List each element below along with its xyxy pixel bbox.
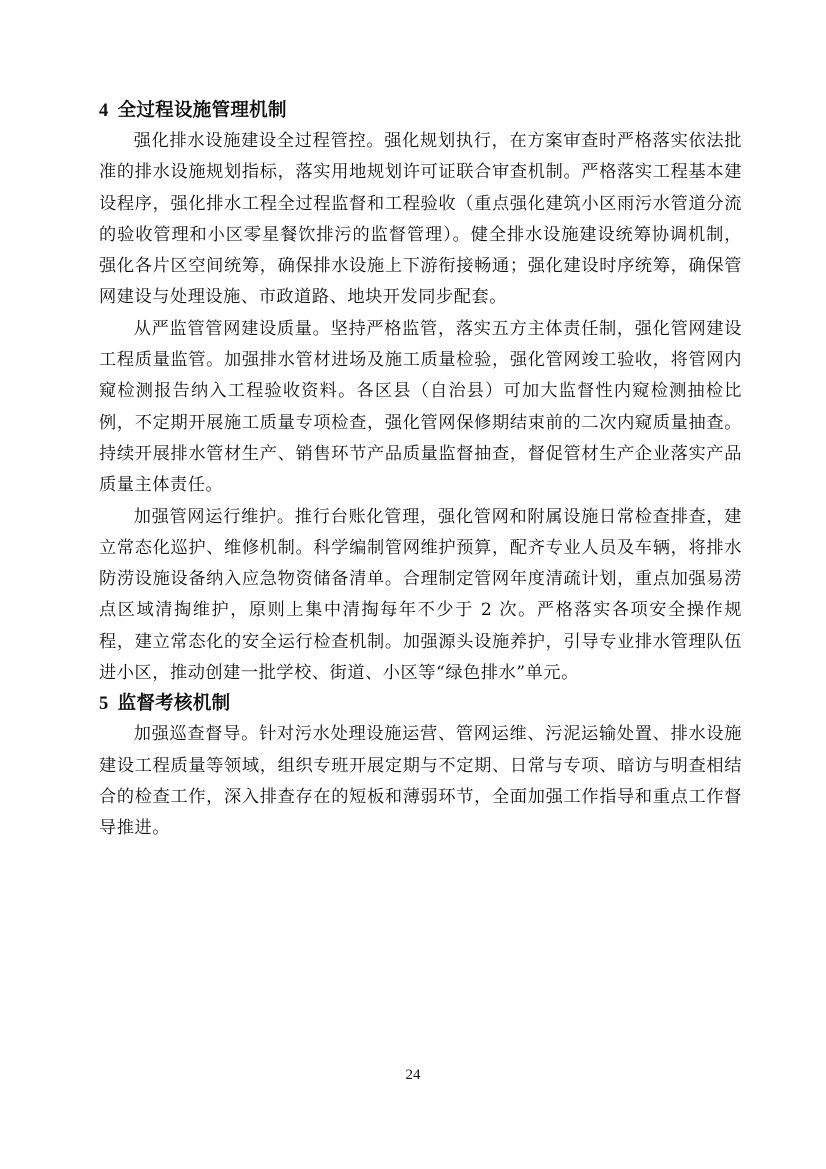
paragraph bbox=[99, 502, 742, 690]
section-title: 监督考核机制 bbox=[117, 693, 231, 715]
section-number: 5 bbox=[99, 694, 109, 715]
paragraph bbox=[99, 314, 742, 502]
paragraph-body: 强化规划执行，在方案审查时严格落实依法批准的排水设施规划指标，落实用地规划许可证联合审查机制。严格落实工程基本建设程序，强化排水工程全过程监督和工程验收（重点强化建筑小区雨污水管道分流的验收管理和小区零星餐饮排污的监督管理）。健全排水设施建设统筹协调机制，强化各片区空间统筹，确保排水设施上下游衔接畅通；强化建设时序统筹，确保管网建设与处理设施、市政道路、地块开发同步配套。 bbox=[99, 131, 742, 308]
paragraph-body: 针对污水处理设施运营、管网运维、污泥运输处置、排水设施建设工程质量等领域，组织专班开展定期与不定期、日常与专项、暗访与明查相结合的检查工作，深入排查存在的短板和薄弱环节，全面加强工作指导和重点工作督导推进。 bbox=[99, 724, 742, 839]
paragraph-lead: 加强管网运行维护。 bbox=[133, 506, 295, 527]
page-number: 24 bbox=[405, 1067, 421, 1083]
section-number: 4 bbox=[99, 101, 109, 121]
paragraph-lead: 从严监管管网建设质量。 bbox=[133, 318, 331, 339]
paragraph-lead: 强化排水设施建设全过程管控。 bbox=[133, 131, 385, 151]
section-heading-4 bbox=[99, 96, 742, 126]
paragraph-body: 推行台账化管理，强化管网和附属设施日常检查排查，建立常态化巡护、维修机制。科学编制管网维护预算，配齐专业人员及车辆，将排水防涝设施设备纳入应急物资储备清单。合理制定管网年度清疏计划，重点加强易涝点区域清掏维护，原则上集中清掏每年不少于 2 次。严格落实各项安全操作规程，建立常态化的安全运行检查机制。加强源头设施养护，引导专业排水管理队伍进小区，推动创建一批学校、街道、小区等“绿色排水”单元。 bbox=[99, 506, 742, 684]
section-heading-5 bbox=[99, 689, 742, 719]
paragraph-body: 坚持严格监管，落实五方主体责任制，强化管网建设工程质量监管。加强排水管材进场及施工质量检验，强化管网竣工验收，将管网内窥检测报告纳入工程验收资料。各区县（自治县）可加大监督性内窥检测抽检比例，不定期开展施工质量专项检查，强化管网保修期结束前的二次内窥质量抽查。持续开展排水管材生产、销售环节产品质量监督抽查，督促管材生产企业落实产品质量主体责任。 bbox=[99, 318, 742, 496]
paragraph bbox=[99, 126, 742, 314]
section-title: 全过程设施管理机制 bbox=[117, 100, 287, 121]
paragraph bbox=[99, 719, 742, 844]
page-content bbox=[99, 96, 742, 845]
paragraph-lead: 加强巡查督导。 bbox=[133, 724, 259, 745]
